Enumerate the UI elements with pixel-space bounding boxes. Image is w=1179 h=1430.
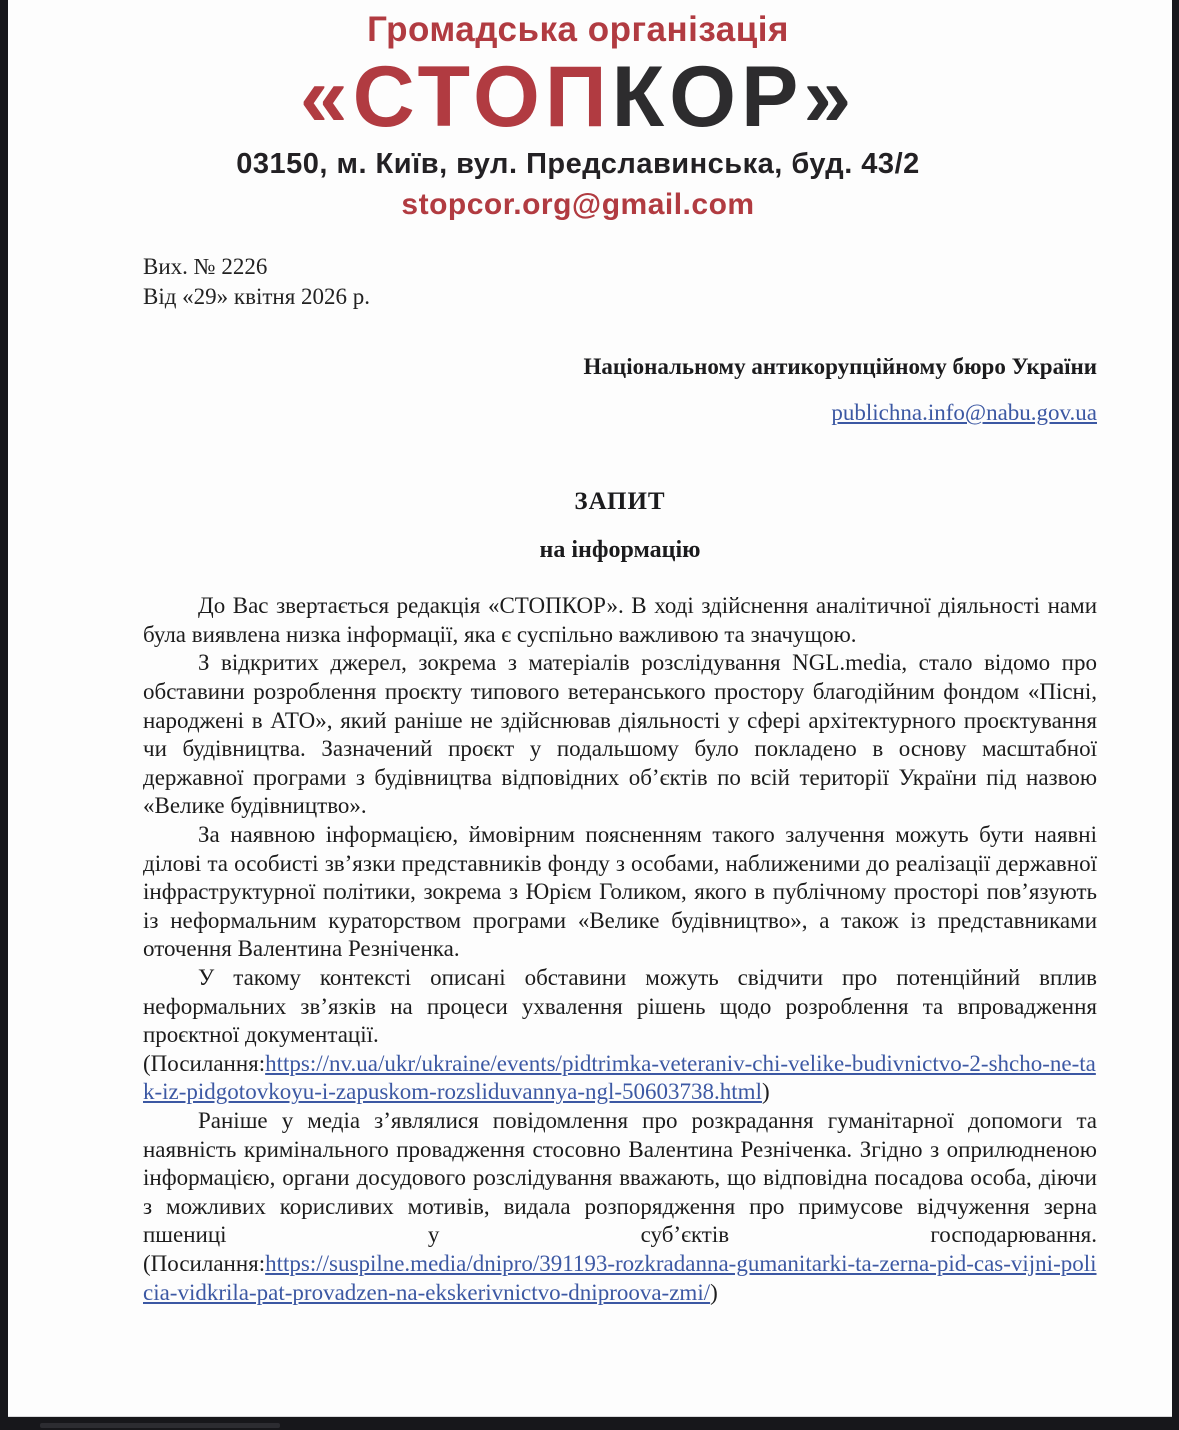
addressee-email-link[interactable]: publichna.info@nabu.gov.ua [831, 400, 1097, 426]
document-title [143, 488, 1097, 564]
link2-suffix: ) [710, 1279, 718, 1305]
paragraph-media-reports: Раніше у медіа з’являлися повідомлення про розкрадання гуманітарної допомоги та наявність кримінального провадження стосовно Валентина Резніченка. Згідно з оприлюдненою інформацією, органи досудового розслідування вважають, що відповідна посадова особа, діючи з можливих корисливих мотивів, видала розпорядження про примусове відчуження зерна пшениці у суб’єктів господарювання. [143, 1107, 1097, 1248]
reference-block [143, 252, 1097, 312]
paragraph-connections: За наявною інформацією, ймовірним поясненням такого залучення можуть бути наявні ділові та особисті зв’язки представників фонду з особами, наближеними до реалізації державної інфраструктурної політики, зокрема з Юрієм Голиком, якого в публічному просторі пов’язують із неформальним кураторством програми «Велике будівництво», а також із представниками оточення Валентина Резніченка. [143, 822, 1097, 962]
letterhead [0, 0, 1160, 222]
link2-prefix: (Посилання: [143, 1250, 266, 1276]
paragraph-sources: З відкритих джерел, зокрема з матеріалів розслідування NGL.media, стало відомо про обставини розроблення проєкту типового ветеранського простору благодійним фондом «Пісні, народжені в АТО», який раніше не здійснював діяльності у сфері архітектурного проєктування чи будівництва. Зазначений проєкт у подальшому було покладено в основу масштабної державної програми з будівництва відповідних об’єктів по всій території України під назвою «Велике будівництво». [143, 650, 1097, 819]
org-logo-red-part: «СТОП [299, 49, 612, 145]
link1-prefix: (Посилання: [143, 1050, 266, 1076]
document-title-line2: на інформацію [539, 537, 701, 564]
outgoing-number: Вих. № 2226 [143, 254, 268, 280]
suspilne-media-article-link[interactable]: https://suspilne.media/dnipro/391193-rozkradanna-gumanitarki-ta-zerna-pid-cas-vijni-policia-vidkrila-pat-provadzen-na-ekskerivnictvo-dniproova-zmi/ [143, 1250, 1097, 1305]
reference-link-line-2 [143, 1250, 1097, 1307]
viewer-bottom-artifact [40, 1423, 280, 1428]
reference-link-line-1 [143, 1050, 1097, 1107]
org-email: stopcor.org@gmail.com [401, 188, 755, 222]
document-title-line1: ЗАПИТ [574, 488, 666, 516]
letter-body-column [143, 252, 1097, 1307]
paragraph-context: У такому контексті описані обставини можуть свідчити про потенційний вплив неформальних зв’язків на процеси ухвалення рішень щодо розроблення та впровадження проєктної документації. [143, 965, 1097, 1048]
letter-text [143, 592, 1097, 1307]
org-address: 03150, м. Київ, вул. Предславинська, буд. 43/2 [236, 148, 920, 181]
org-type-label: Громадська організація [367, 10, 789, 49]
org-logo-dark-part: КОР» [611, 49, 857, 145]
letter-date: Від «29» квітня 2026 р. [143, 284, 371, 310]
org-logo [0, 49, 1160, 145]
paragraph-intro: До Вас звертається редакція «СТОПКОР». В ході здійснення аналітичної діяльності нами була виявлена низка інформації, яка є суспільно важливою та значущою. [143, 593, 1097, 647]
addressee-block [143, 354, 1097, 426]
letter-page [8, 0, 1172, 1417]
link1-suffix: ) [761, 1079, 770, 1105]
addressee-name: Національному антикорупційному бюро України [583, 354, 1097, 380]
nv-ua-article-link[interactable]: https://nv.ua/ukr/ukraine/events/pidtrimka-veteraniv-chi-velike-budivnictvo-2-shcho-ne-tak-iz-pidgotovkoyu-i-zapuskom-rozsliduvannya-ngl-50603738.html [143, 1050, 1096, 1105]
